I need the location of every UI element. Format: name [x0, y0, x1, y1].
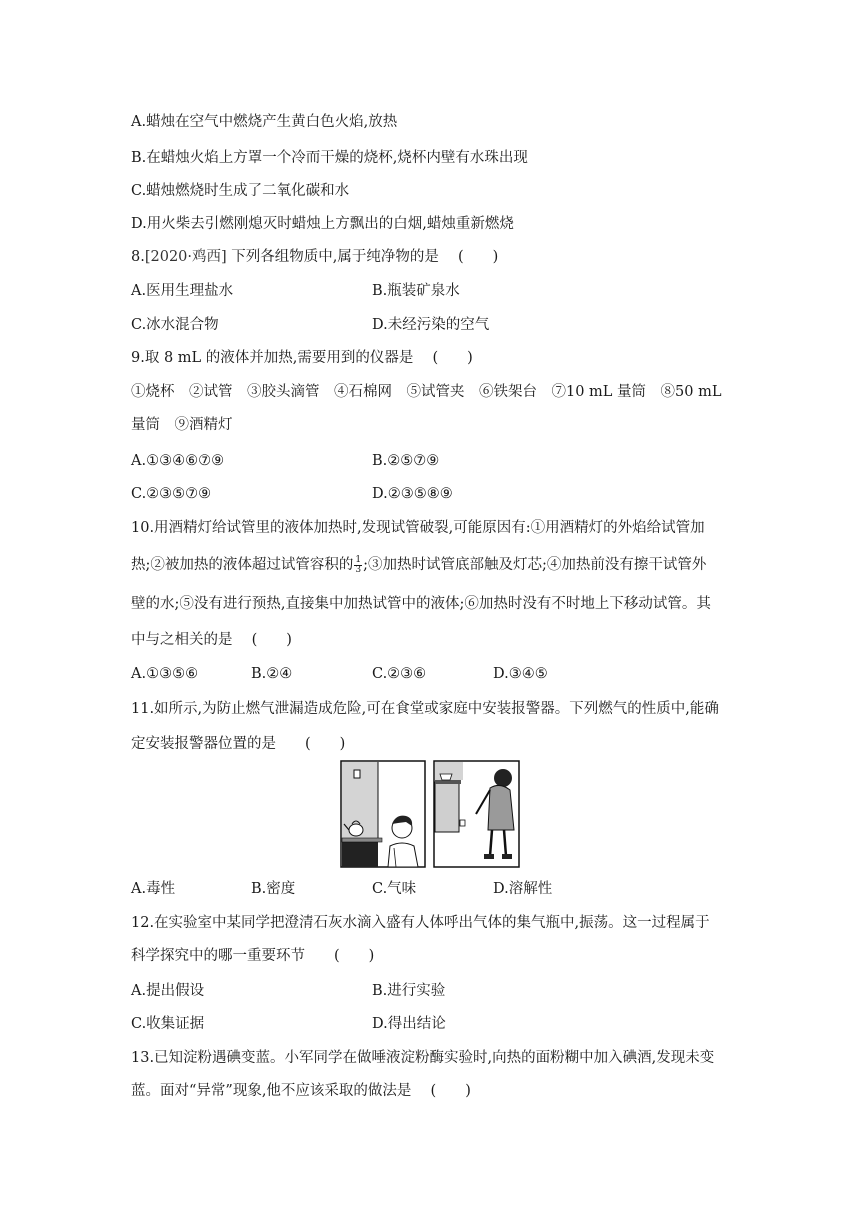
q7-option-c: C.蜡烛燃烧时生成了二氧化碳和水 — [131, 183, 350, 199]
fraction-one-third — [354, 556, 362, 575]
q12-option-c: C.收集证据 — [131, 1016, 205, 1032]
q10-options-row — [131, 664, 731, 684]
q9-items-line2: 量筒 ⑨酒精灯 — [131, 417, 233, 433]
q7-option-d: D.用火柴去引燃刚熄灭时蜡烛上方飘出的白烟,蜡烛重新燃烧 — [131, 216, 514, 232]
q12-line1: 12.在实验室中某同学把澄清石灰水滴入盛有人体呼出气体的集气瓶中,振荡。这一过程属于 — [131, 915, 710, 931]
q11-option-c: C.气味 — [372, 881, 417, 897]
fraction-denominator: 3 — [355, 564, 362, 575]
q8-option-a: A.医用生理盐水 — [131, 283, 234, 299]
q8-stem — [131, 247, 498, 267]
q8-option-c: C.冰水混合物 — [131, 317, 219, 333]
gas-alarm-illustration — [340, 760, 520, 868]
q9-stem: 9.取 8 mL 的液体并加热,需要用到的仪器是 ( ) — [131, 350, 473, 366]
q11-options-row — [131, 879, 731, 899]
fraction-numerator: 1 — [355, 554, 362, 565]
q7-option-b: B.在蜡烛火焰上方罩一个冷而干燥的烧杯,烧杯内壁有水珠出现 — [131, 150, 528, 166]
q8-option-d: D.未经污染的空气 — [372, 317, 490, 333]
q13-line2: 蓝。面对“异常”现象,他不应该采取的做法是 ( ) — [131, 1083, 471, 1099]
q12-options-row1 — [131, 981, 731, 1001]
kitchen-panel-right — [434, 761, 519, 867]
q8-options-row1 — [131, 281, 731, 301]
q10-option-b: B.②④ — [251, 666, 293, 682]
q12-option-d: D.得出结论 — [372, 1016, 446, 1032]
q9-option-a: A.①③④⑥⑦⑨ — [131, 453, 225, 469]
q10-option-d: D.③④⑤ — [493, 666, 548, 682]
q9-options-row1 — [131, 451, 731, 471]
q10-line4: 中与之相关的是 ( ) — [131, 632, 292, 648]
q8-stem-text: 下列各组物质中,属于纯净物的是 ( ) — [226, 249, 499, 265]
q12-option-a: A.提出假设 — [131, 983, 205, 999]
q8-number: 8. — [131, 249, 145, 265]
q10-line1: 10.用酒精灯给试管里的液体加热时,发现试管破裂,可能原因有:①用酒精灯的外焰给试管加 — [131, 520, 705, 536]
q12-options-row2 — [131, 1014, 731, 1034]
kitchen-panel-left — [341, 761, 425, 867]
q12-option-b: B.进行实验 — [372, 983, 446, 999]
q13-line1: 13.已知淀粉遇碘变蓝。小军同学在做唾液淀粉酶实验时,向热的面粉糊中加入碘酒,发现未变 — [131, 1050, 715, 1066]
q11-line2: 定安装报警器位置的是 ( ) — [131, 736, 346, 752]
q8-options-row2 — [131, 315, 731, 335]
q10-line3: 壁的水;⑤没有进行预热,直接集中加热试管中的液体;⑥加热时没有不时地上下移动试管。其 — [131, 596, 711, 612]
q9-option-c: C.②③⑤⑦⑨ — [131, 486, 212, 502]
q10-option-c: C.②③⑥ — [372, 666, 427, 682]
q8-option-b: B.瓶装矿泉水 — [372, 283, 460, 299]
q9-option-b: B.②⑤⑦⑨ — [372, 453, 440, 469]
q11-option-a: A.毒性 — [131, 881, 176, 897]
q11-option-b: B.密度 — [251, 881, 296, 897]
q9-options-row2 — [131, 484, 731, 504]
q11-option-d: D.溶解性 — [493, 881, 553, 897]
q10-line2-post: ;③加热时试管底部触及灯芯;④加热前没有擦干试管外 — [363, 557, 707, 573]
q7-option-a: A.蜡烛在空气中燃烧产生黄白色火焰,放热 — [131, 114, 398, 130]
q9-option-d: D.②③⑤⑧⑨ — [372, 486, 453, 502]
q8-source: [2020·鸡西] — [144, 249, 227, 265]
q9-items-line1: ①烧杯 ②试管 ③胶头滴管 ④石棉网 ⑤试管夹 ⑥铁架台 ⑦10 mL 量筒 ⑧50 mL — [131, 384, 722, 400]
q10-line2 — [131, 555, 706, 575]
q10-option-a: A.①③⑤⑥ — [131, 666, 199, 682]
q12-line2: 科学探究中的哪一重要环节 ( ) — [131, 948, 375, 964]
q10-line2-pre: 热;②被加热的液体超过试管容积的 — [131, 557, 354, 573]
q11-line1: 11.如所示,为防止燃气泄漏造成危险,可在食堂或家庭中安装报警器。下列燃气的性质中,能确 — [131, 701, 719, 717]
